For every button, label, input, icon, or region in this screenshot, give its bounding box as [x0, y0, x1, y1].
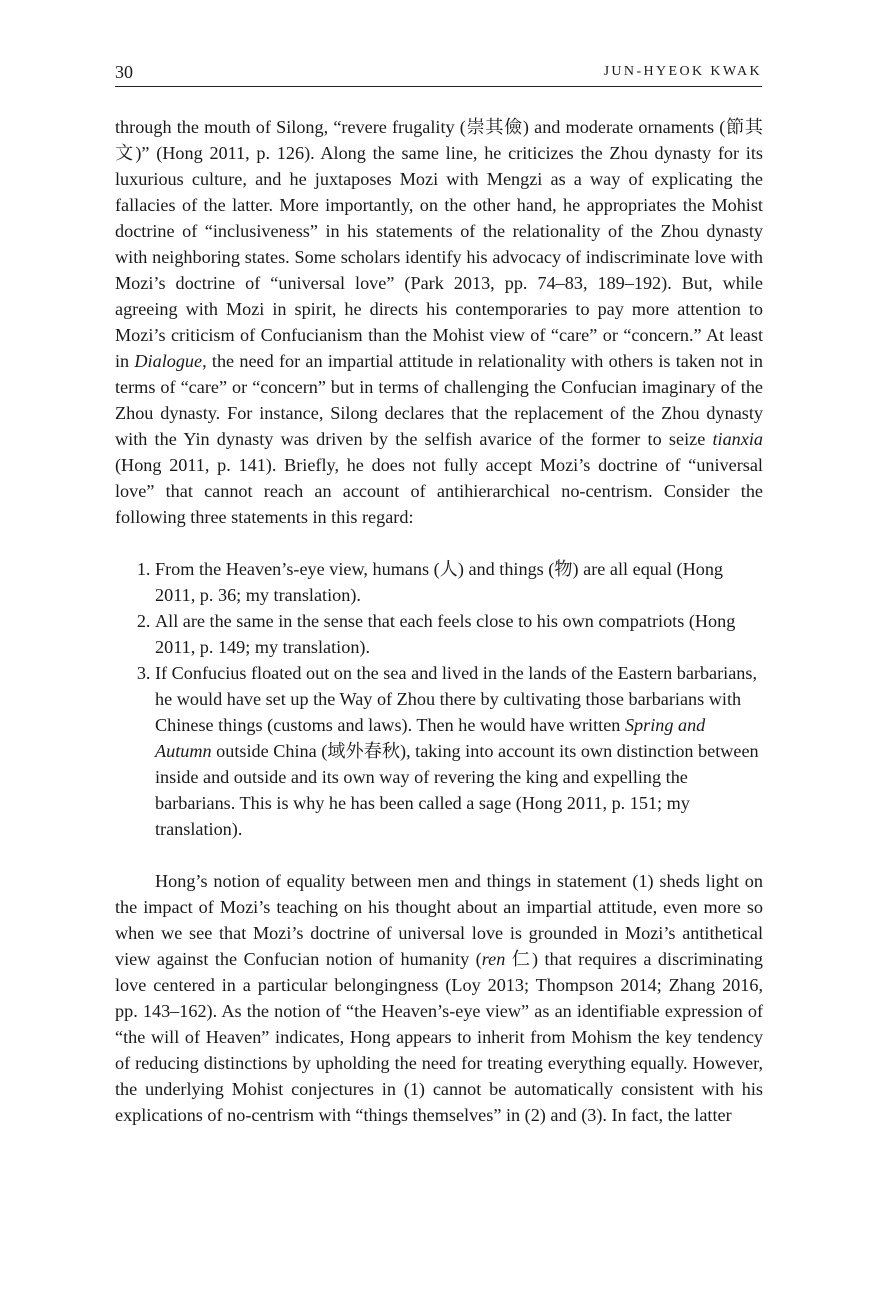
running-head-author: JUN-HYEOK KWAK [603, 64, 762, 79]
paragraph-1 [115, 114, 763, 530]
text-run: the need for an impartial attitude in relationality with others is taken not in terms of “care” or “concern” but in terms of challenging the Confucian imaginary of the Zhou dynasty. For instance, Silong declares that the replacement of the Zhou dynasty with the Yin dynasty was driven by the selfish avarice of the former to seize [115, 351, 763, 449]
text-run: (Hong 2011, p. 141). Briefly, he does not fully accept Mozi’s doctrine of “universal love” that cannot reach an account of antihierarchical no-centrism. Consider the following three statements in this regard: [115, 455, 763, 527]
italic-term: Spring and Autumn [155, 715, 706, 761]
italic-term: ren [481, 949, 506, 969]
page-header [115, 60, 762, 87]
text-run: Hong’s notion of equality between men and things in statement (1) sheds light on the impact of Mozi’s teaching on his thought about an impartial attitude, even more so when we see that Mozi’s doctrine of universal love is grounded in Mozi’s antithetical view against the Confucian notion of humanity ( [115, 871, 763, 969]
italic-term: tianxia [712, 429, 763, 449]
text-run: All are the same in the sense that each feels close to his own compatriots (Hong 2011, p. 149; my translation). [155, 611, 736, 657]
statements-list [115, 556, 763, 842]
statement-3 [155, 660, 763, 842]
text-run: through the mouth of Silong, “revere frugality (崇其儉) and moderate ornaments (節其文)” (Hong 2011, p. 126). Along the same line, he criticizes the Zhou dynasty for its luxurious culture, and he juxtaposes Mozi with Mengzi as a way of explicating the fallacies of the latter. More importantly, on the other hand, he appropriates the Mohist doctrine of “inclusiveness” in his statements of the relationality of the Zhou dynasty with neighboring states. Some scholars identify his advocacy of indiscriminate love with Mozi’s doctrine of “universal love” (Park 2013, pp. 74–83, 189–192). But, while agreeing with Mozi in spirit, he directs his contemporaries to pay more attention to Mozi’s criticism of Confucianism than the Mohist view of “care” or “concern.” At least in [115, 117, 763, 371]
text-run: 仁) that requires a discriminating love centered in a particular belongingness (Loy 2013; Thompson 2014; Zhang 2016, pp. 143–162). As the notion of “the Heaven’s-eye view” as an identifiable expression of “the will of Heaven” indicates, Hong appears to inherit from Mohism the key tendency of reducing distinctions by upholding the need for treating everything equally. However, the underlying Mohist conjectures in (1) cannot be automatically consistent with his explications of no-centrism with “things themselves” in (2) and (3). In fact, the latter [115, 949, 763, 1125]
paragraph-2 [115, 868, 763, 1128]
text-run: If Confucius floated out on the sea and lived in the lands of the Eastern barbarians, he would have set up the Way of Zhou there by cultivating those barbarians with Chinese things (customs and laws). Then he would have written [155, 663, 758, 735]
page-body [115, 114, 763, 1128]
text-run: From the Heaven’s-eye view, humans (人) and things (物) are all equal (Hong 2011, p. 36; my translation). [155, 559, 724, 605]
italic-term: Dialogue, [134, 351, 207, 371]
page-number: 30 [115, 62, 133, 82]
statement-1 [155, 556, 763, 608]
text-run: outside China (域外春秋), taking into account its own distinction between inside and outside and its own way of revering the king and expelling the barbarians. This is why he has been called a sage (Hong 2011, p. 151; my translation). [155, 741, 759, 839]
statement-2 [155, 608, 763, 660]
